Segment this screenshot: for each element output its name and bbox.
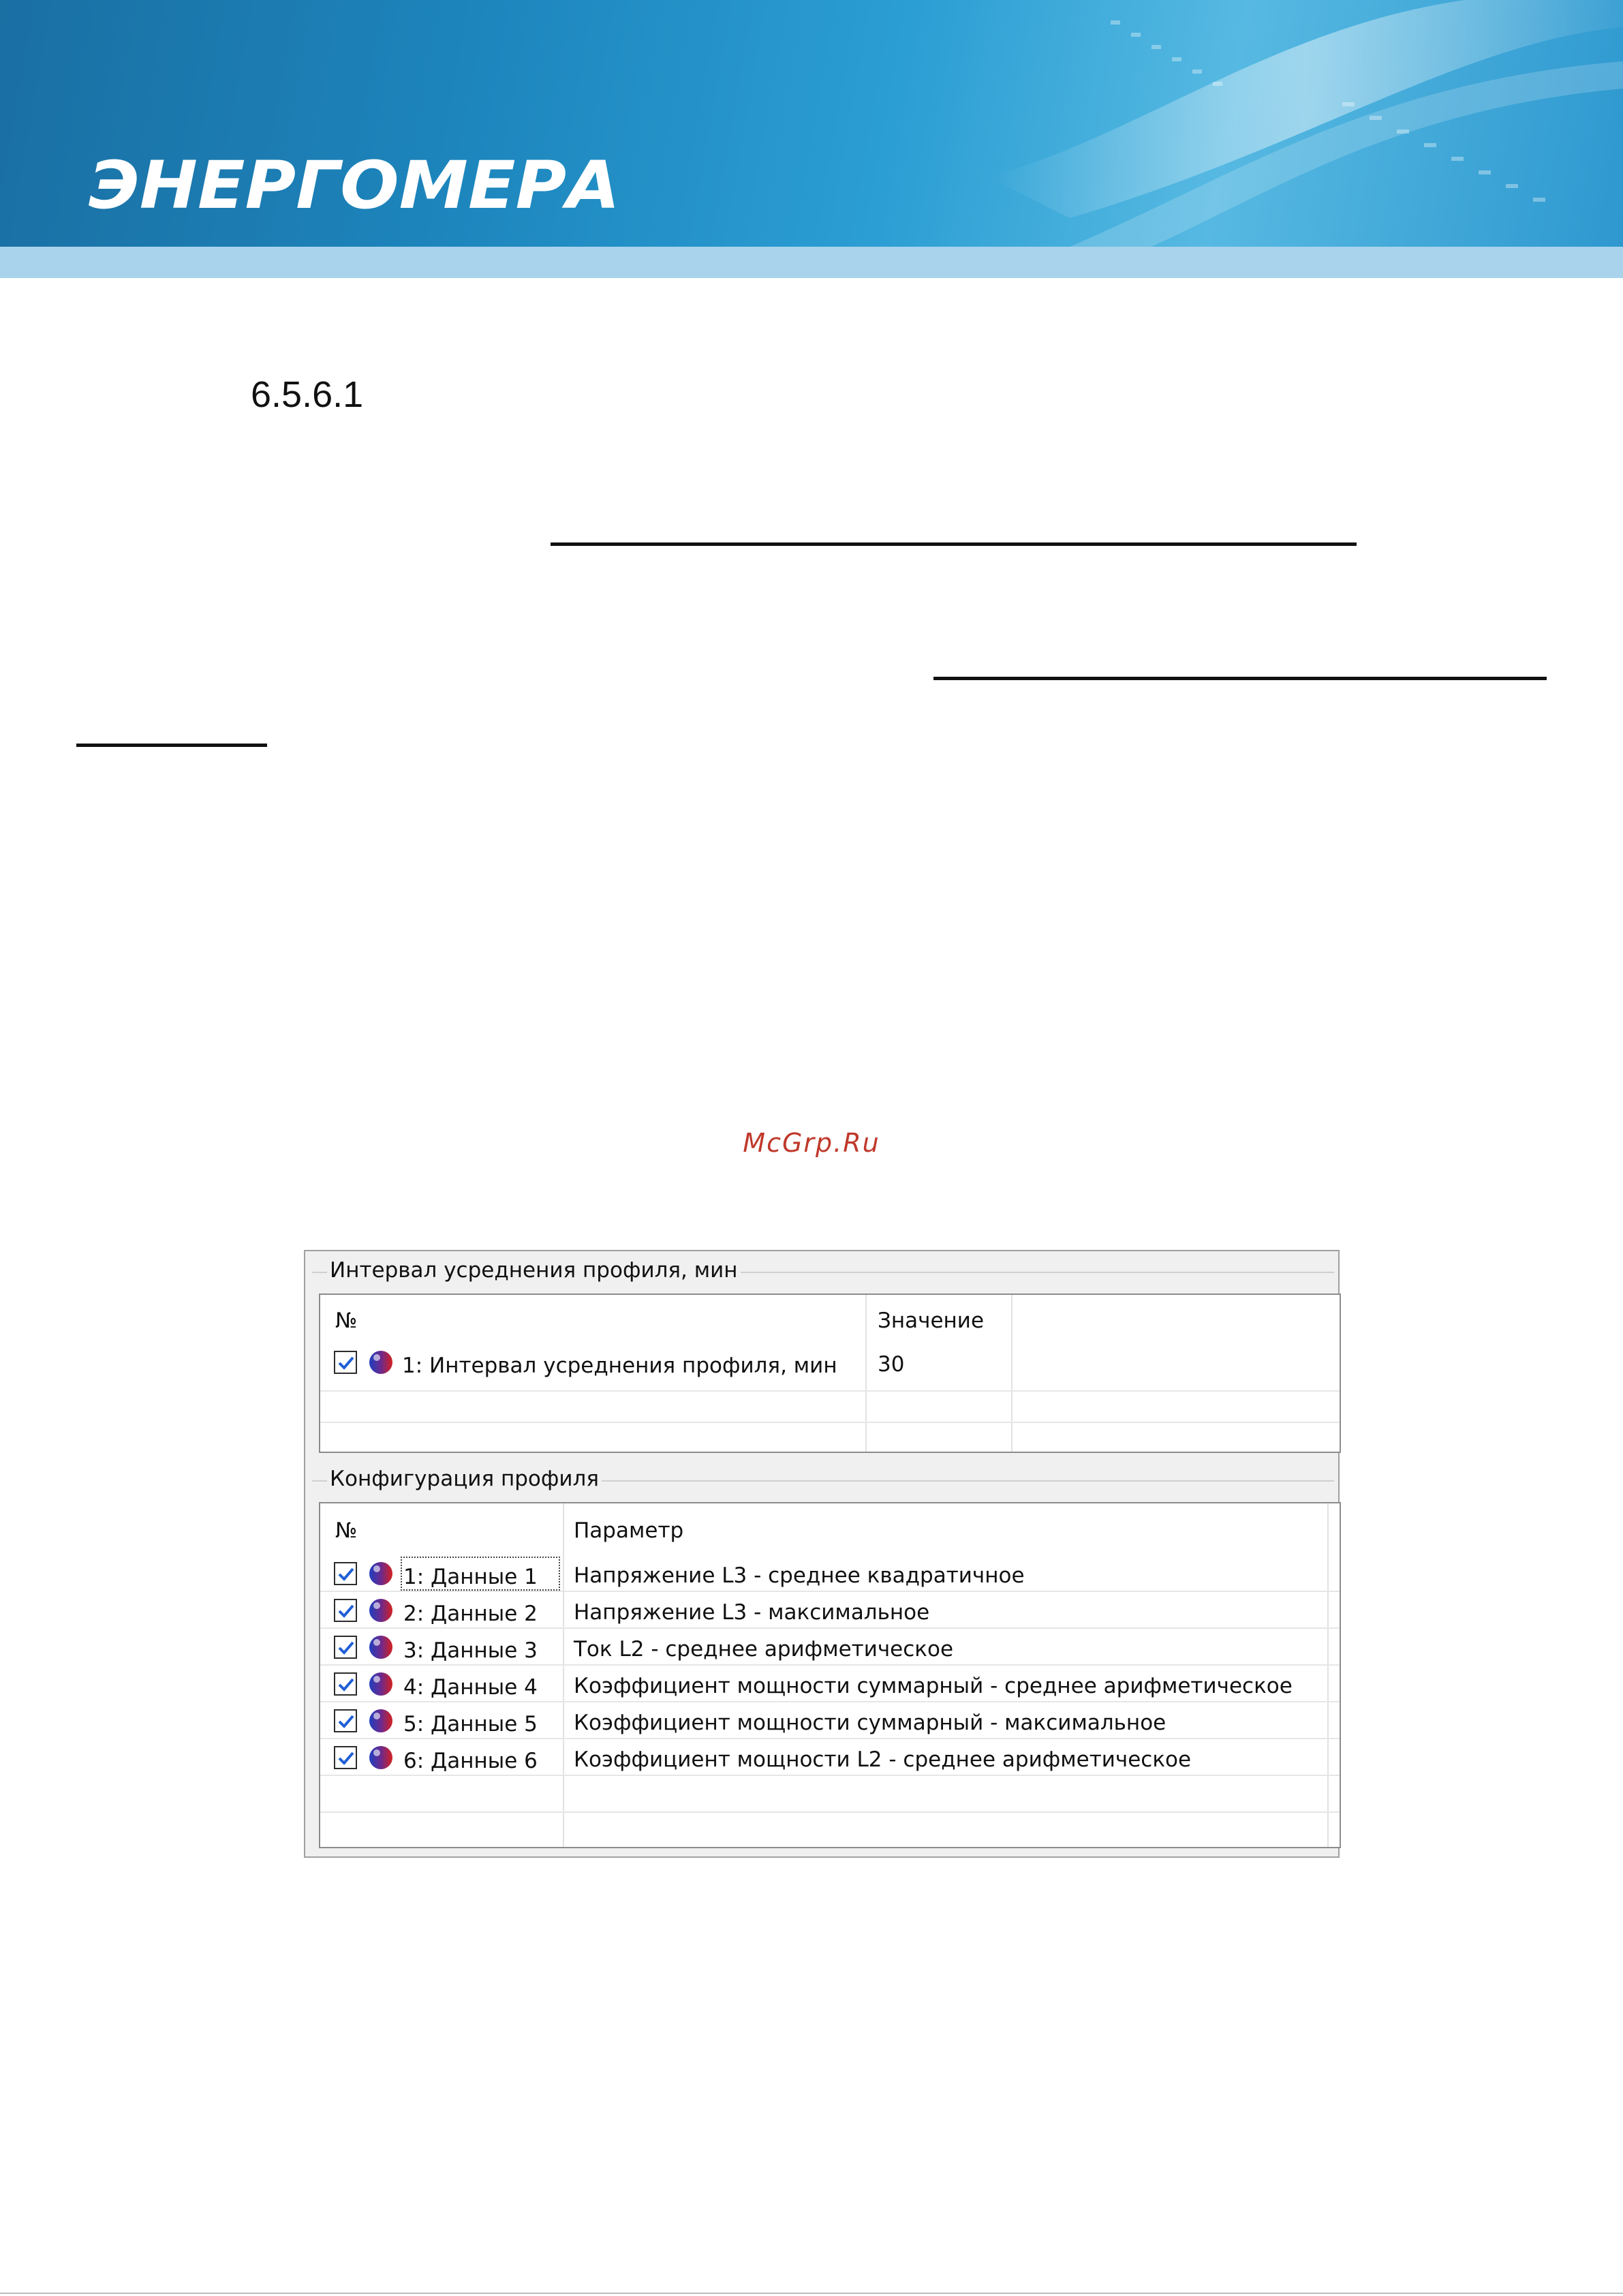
row-param[interactable]: Напряжение L3 - максимальное [574,1600,930,1625]
watermark: McGrp.Ru [743,1128,880,1158]
check-icon [337,1712,356,1731]
interval-grid[interactable] [319,1294,1341,1453]
row-label: 6: Данные 6 [403,1749,538,1773]
row-label: 3: Данные 3 [403,1638,538,1663]
page-bottom-rule [0,2293,1623,2294]
column-header-num[interactable]: № [335,1518,358,1543]
parameter-ball-icon [368,1597,394,1623]
logo-text: ЭНЕРГОМЕРА [89,147,620,221]
check-icon [337,1675,356,1694]
column-header-value[interactable]: Значение [878,1308,985,1333]
parameter-ball-icon [368,1745,394,1771]
row-param[interactable]: Коэффициент мощности суммарный - среднее арифметическое [574,1674,1293,1698]
check-icon [337,1565,356,1584]
parameter-ball-icon [368,1349,394,1375]
profile-settings-panel [304,1250,1340,1858]
row-label: 2: Данные 2 [403,1602,538,1626]
parameter-ball-icon [368,1561,394,1587]
interval-group-title: Интервал усреднения профиля, мин [327,1258,741,1283]
row-label: 1: Интервал усреднения профиля, мин [402,1353,837,1378]
row-checkbox[interactable] [334,1636,357,1659]
check-icon [337,1353,356,1373]
row-param[interactable]: Напряжение L3 - среднее квадратичное [574,1563,1025,1588]
header-stripe [0,247,1623,278]
row-checkbox[interactable] [334,1599,357,1622]
row-param[interactable]: Ток L2 - среднее арифметическое [574,1637,954,1662]
config-group-title: Конфигурация профиля [327,1467,602,1491]
underline-1 [551,542,1357,546]
underline-3 [76,744,267,747]
header-banner [0,0,1623,247]
column-header-num[interactable]: № [335,1308,358,1333]
column-header-param[interactable]: Параметр [574,1518,684,1543]
row-checkbox[interactable] [334,1709,357,1732]
parameter-ball-icon [368,1671,394,1697]
row-value[interactable]: 30 [878,1352,905,1377]
banner-decoration [988,0,1623,247]
underline-2 [933,677,1547,680]
row-checkbox[interactable] [334,1672,357,1696]
check-icon [337,1638,356,1657]
row-label: 4: Данные 4 [403,1675,538,1700]
energomera-logo [89,147,647,221]
parameter-ball-icon [368,1708,394,1734]
check-icon [337,1749,356,1768]
config-grid[interactable] [319,1502,1341,1848]
check-icon [337,1602,356,1621]
row-checkbox[interactable] [334,1746,357,1769]
row-label: 5: Данные 5 [403,1712,538,1736]
parameter-ball-icon [368,1634,394,1660]
row-label: 1: Данные 1 [403,1565,538,1589]
section-number: 6.5.6.1 [251,374,364,415]
row-checkbox[interactable] [334,1351,357,1374]
row-param[interactable]: Коэффициент мощности суммарный - максимальное [574,1711,1166,1735]
row-param[interactable]: Коэффициент мощности L2 - среднее арифметическое [574,1747,1192,1772]
row-checkbox[interactable] [334,1562,357,1585]
